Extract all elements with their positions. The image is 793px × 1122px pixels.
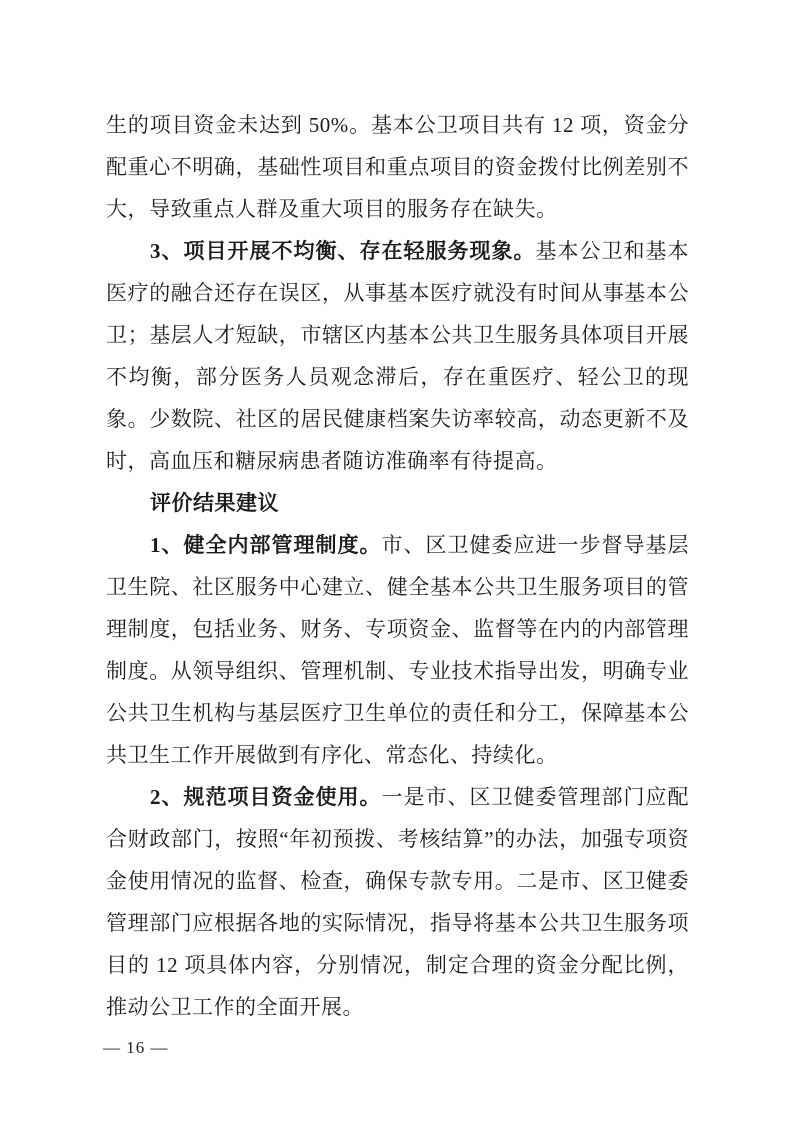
text-run: 基本公卫和基本医疗的融合还存在误区，从事基本医疗就没有时间从事基本公卫；基层人才短缺，市辖区内基本公共卫生服务具体项目开展不均衡，部分医务人员观念滞后，存在重医疗、轻公卫的现象。少数院、社区的居民健康档案失访率较高，动态更新不及时，高血压和糖尿病患者随访准确率有待提高。 xyxy=(106,239,689,473)
text-run: 市、区卫健委应进一步督导基层卫生院、社区服务中心建立、健全基本公共卫生服务项目的管理制度，包括业务、财务、专项资金、监督等在内的内部管理制度。从领导组织、管理机制、专业技术指导出发，明确专业公共卫生机构与基层医疗卫生单位的责任和分工，保障基本公共卫生工作开展做到有序化、常态化、持续化。 xyxy=(106,533,689,767)
text-run: 生的项目资金未达到 50%。基本公卫项目共有 12 项，资金分配重心不明确，基础性项目和重点项目的资金拨付比例差别不大，导致重点人群及重大项目的服务存在缺失。 xyxy=(106,113,689,221)
bold-text-run: 1、健全内部管理制度。 xyxy=(150,533,382,557)
paragraph-suggestion-2-fund-usage xyxy=(106,776,689,1028)
heading-evaluation-suggestions xyxy=(106,482,689,524)
bold-text-run: 2、规范项目资金使用。 xyxy=(150,785,382,809)
paragraph-point-3-uneven-development xyxy=(106,230,689,482)
bold-text-run: 评价结果建议 xyxy=(150,491,279,515)
page-number: — 16 — xyxy=(103,1038,169,1057)
text-run: 一是市、区卫健委管理部门应配合财政部门，按照“年初预拨、考核结算”的办法，加强专项资金使用情况的监督、检查，确保专款专用。二是市、区卫健委管理部门应根据各地的实际情况，指导将基本公共卫生服务项目的 12 项具体内容，分别情况，制定合理的资金分配比例，推动公卫工作的全面开展。 xyxy=(106,785,689,1019)
paragraph-continued-funding-issue xyxy=(106,104,689,230)
paragraph-suggestion-1-internal-management xyxy=(106,524,689,776)
document-body xyxy=(106,104,689,1028)
bold-text-run: 3、项目开展不均衡、存在轻服务现象。 xyxy=(150,239,536,263)
